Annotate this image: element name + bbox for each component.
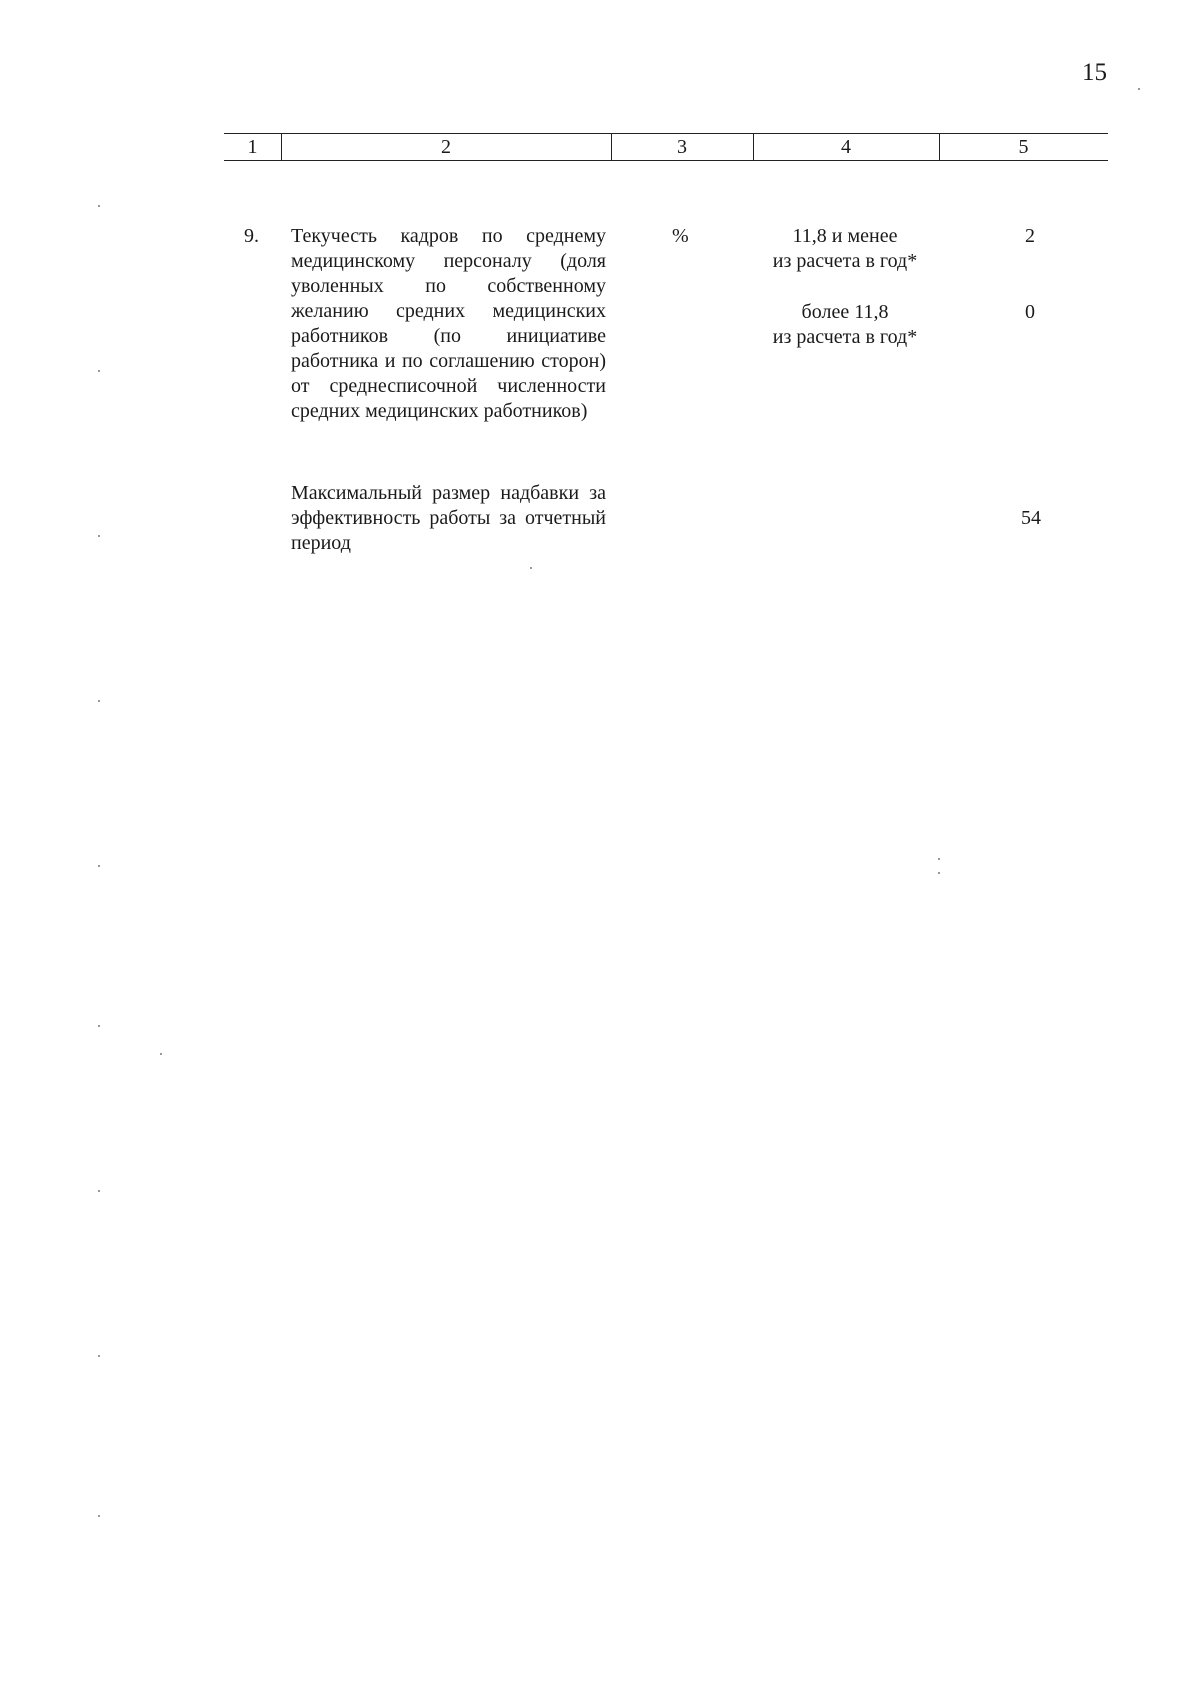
scan-speck bbox=[160, 1053, 162, 1055]
scan-speck bbox=[98, 205, 100, 207]
indicator-description: Текучесть кадров по среднему медицинскому персоналу (доля уволенных по собственному желанию средних медицинских работников (по инициативе работника и по соглашению сторон) от среднесписочной численности средних медицинских работников) bbox=[291, 225, 606, 422]
unit-of-measure: % bbox=[672, 225, 689, 247]
header-cell-5: 5 bbox=[1018, 136, 1029, 158]
page-number: 15 bbox=[1082, 59, 1107, 86]
table-header-row bbox=[224, 133, 1108, 161]
max-bonus-description: Максимальный размер надбавки за эффективность работы за отчетный период bbox=[291, 482, 606, 554]
max-bonus-points: 54 bbox=[1021, 507, 1041, 529]
criterion-1-points: 2 bbox=[1025, 225, 1035, 247]
scan-speck bbox=[1138, 88, 1140, 90]
criterion-period: из расчета в год* bbox=[772, 250, 918, 272]
header-cell-3: 3 bbox=[677, 136, 687, 158]
criterion-2-points: 0 bbox=[1025, 301, 1035, 323]
criterion-2 bbox=[745, 300, 945, 350]
scan-speck bbox=[98, 865, 100, 867]
header-cell-4: 4 bbox=[841, 136, 851, 158]
criterion-value: более 11,8 bbox=[801, 301, 889, 323]
scan-speck bbox=[98, 370, 100, 372]
criterion-value: 11,8 и менее bbox=[792, 225, 898, 247]
criterion-period: из расчета в год* bbox=[772, 326, 918, 348]
scan-speck bbox=[98, 700, 100, 702]
header-cell-1: 1 bbox=[247, 136, 258, 158]
scan-speck bbox=[98, 1515, 100, 1517]
scan-speck bbox=[938, 858, 940, 860]
scan-speck bbox=[938, 872, 940, 874]
header-cell-2: 2 bbox=[441, 136, 451, 158]
scan-speck bbox=[530, 567, 532, 569]
criterion-1 bbox=[745, 224, 945, 274]
row-number: 9. bbox=[244, 225, 259, 247]
scan-speck bbox=[98, 535, 100, 537]
scan-speck bbox=[98, 1025, 100, 1027]
scan-speck bbox=[98, 1355, 100, 1357]
scan-speck bbox=[98, 1190, 100, 1192]
